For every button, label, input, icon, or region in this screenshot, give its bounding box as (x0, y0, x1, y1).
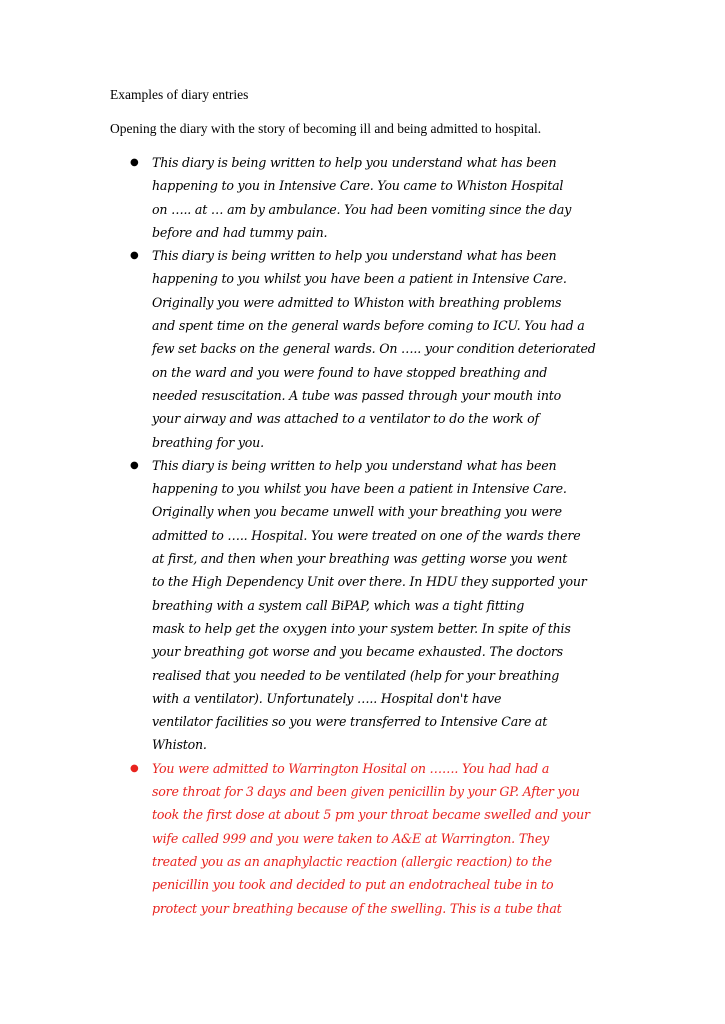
diary-entry-line: before and had tummy pain. (152, 224, 328, 240)
diary-entry-line: happening to you in Intensive Care. You came to Whiston Hospital (152, 178, 564, 194)
bullet-icon: ● (130, 250, 139, 262)
bullet-icon: ● (130, 762, 139, 774)
diary-entry-line: took the first dose at about 5 pm your throat became swelled and your (152, 807, 590, 823)
diary-entry-line: This diary is being written to help you understand what has been (152, 248, 557, 264)
diary-entry-line: penicillin you took and decided to put an endotracheal tube in to (152, 877, 554, 893)
diary-entry-line: Whiston. (152, 737, 207, 753)
diary-entry-line: This diary is being written to help you understand what has been (152, 155, 557, 170)
diary-entry-line: happening to you whilst you have been a patient in Intensive Care. (152, 271, 567, 287)
diary-entry-line: on the ward and you were found to have stopped breathing and (152, 364, 548, 380)
diary-entry-line: ventilator facilities so you were transferred to Intensive Care at (152, 714, 548, 730)
diary-entry-line: sore throat for 3 days and been given penicillin by your GP. After you (152, 784, 580, 800)
diary-entry-line: You were admitted to Warrington Hosital on ……. You had had a (152, 760, 550, 776)
diary-entry-line: needed resuscitation. A tube was passed through your mouth into (152, 387, 561, 403)
diary-entry-line: This diary is being written to help you understand what has been (152, 457, 557, 473)
diary-entry-text (152, 757, 725, 920)
diary-entry-line: on ….. at … am by ambulance. You had been vomiting since the day (152, 201, 572, 217)
diary-entry-line: admitted to ….. Hospital. You were treated on one of the wards there (152, 527, 581, 543)
diary-entry-list (0, 151, 725, 920)
diary-entry-line: realised that you needed to be ventilated (help for your breathing (152, 667, 560, 683)
diary-entry (0, 454, 725, 757)
diary-entry (0, 151, 725, 244)
diary-entry-line: your breathing got worse and you became exhausted. The doctors (152, 644, 563, 660)
diary-entry-text (152, 244, 725, 454)
bullet-icon: ● (130, 459, 139, 471)
diary-entry-line: at first, and then when your breathing was getting worse you went (152, 551, 568, 567)
diary-entry-text (152, 151, 725, 244)
diary-entry-line: protect your breathing because of the swelling. This is a tube that (152, 900, 562, 916)
diary-entry-line: treated you as an anaphylactic reaction (allergic reaction) to the (152, 853, 552, 869)
diary-entry-line: and spent time on the general wards before coming to ICU. You had a (152, 318, 585, 334)
diary-entry-line: few set backs on the general wards. On ….. your condition deteriorated (152, 341, 596, 357)
diary-entry-line: your airway and was attached to a ventilator to do the work of (152, 411, 539, 427)
document-heading: Examples of diary entries (110, 87, 249, 102)
diary-entry (0, 244, 725, 454)
diary-entry-line: breathing for you. (152, 434, 264, 450)
diary-entry-line: wife called 999 and you were taken to A&E at Warrington. They (152, 830, 550, 846)
diary-entry-text (152, 454, 725, 757)
diary-entry-line: to the High Dependency Unit over there. In HDU they supported your (152, 574, 587, 590)
diary-entry-line: with a ventilator). Unfortunately ….. Hospital don't have (152, 690, 502, 706)
bullet-icon: ● (130, 157, 139, 168)
diary-entry-line: happening to you whilst you have been a patient in Intensive Care. (152, 481, 567, 497)
diary-entry-line: Originally when you became unwell with your breathing you were (152, 504, 562, 520)
diary-entry (0, 757, 725, 920)
diary-entry-line: mask to help get the oxygen into your system better. In spite of this (152, 620, 571, 636)
diary-entry-line: breathing with a system call BiPAP, which was a tight fitting (152, 597, 525, 613)
diary-entry-line: Originally you were admitted to Whiston with breathing problems (152, 294, 562, 310)
document-intro: Opening the diary with the story of becoming ill and being admitted to hospital. (110, 121, 542, 136)
